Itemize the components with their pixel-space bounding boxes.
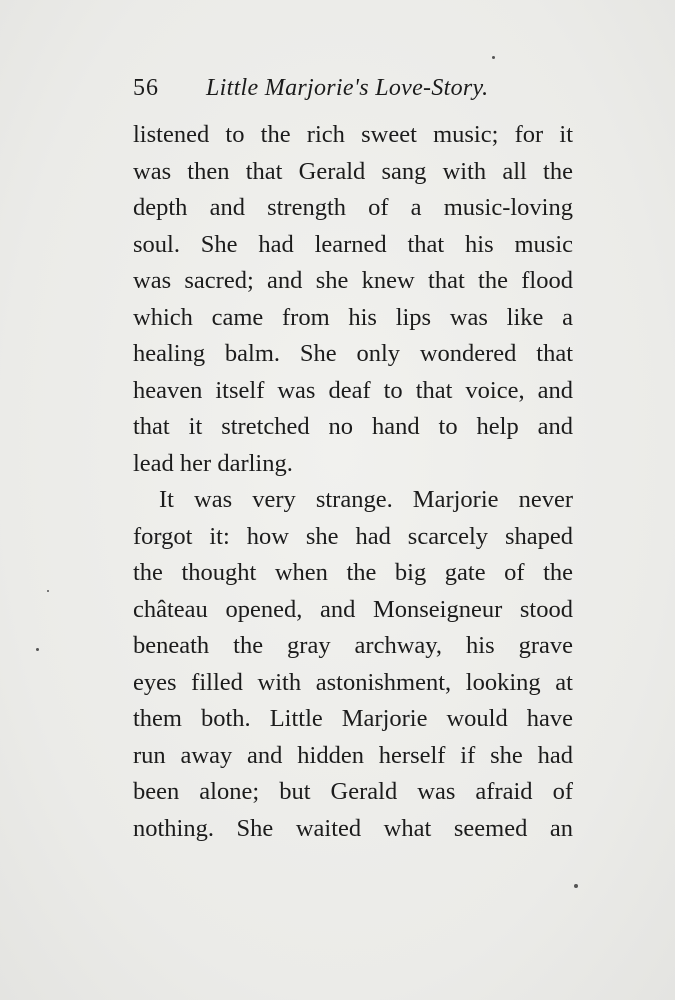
text-line: eyes filled with astonishment, looking at	[133, 668, 573, 696]
text-line: heaven itself was deaf to that voice, and	[133, 376, 573, 404]
text-line: soul. She had learned that his music	[133, 230, 573, 258]
paper-speck	[47, 590, 49, 592]
text-line: nothing. She waited what seemed an	[133, 814, 573, 842]
text-line: forgot it: how she had scarcely shaped	[133, 522, 573, 550]
paragraph	[133, 482, 573, 847]
text-line: them both. Little Marjorie would have	[133, 705, 573, 732]
text-line: been alone; but Gerald was afraid of	[133, 778, 573, 805]
text-line: depth and strength of a music-loving	[133, 194, 573, 221]
text-line: healing balm. She only wondered that	[133, 340, 573, 367]
paper-speck	[574, 884, 578, 888]
running-title: Little Marjorie's Love-Story.	[206, 75, 489, 101]
text-line: listened to the rich sweet music; for it	[133, 121, 573, 148]
text-line: the thought when the big gate of the	[133, 559, 573, 586]
text-line: It was very strange. Marjorie never	[159, 486, 573, 513]
text-line: château opened, and Monseigneur stood	[133, 595, 573, 623]
paper-speck	[36, 648, 39, 651]
page-header	[133, 70, 573, 106]
paper-speck	[492, 56, 495, 59]
text-line: run away and hidden herself if she had	[133, 741, 573, 769]
text-line: which came from his lips was like a	[133, 303, 573, 331]
page-number: 56	[133, 75, 159, 101]
paragraph	[133, 117, 573, 482]
text-line: lead her darling.	[133, 449, 293, 477]
text-line: was then that Gerald sang with all the	[133, 157, 573, 185]
text-line: that it stretched no hand to help and	[133, 413, 573, 440]
text-line: was sacred; and she knew that the flood	[133, 267, 573, 294]
text-line: beneath the gray archway, his grave	[133, 632, 573, 659]
body-text	[133, 117, 573, 847]
